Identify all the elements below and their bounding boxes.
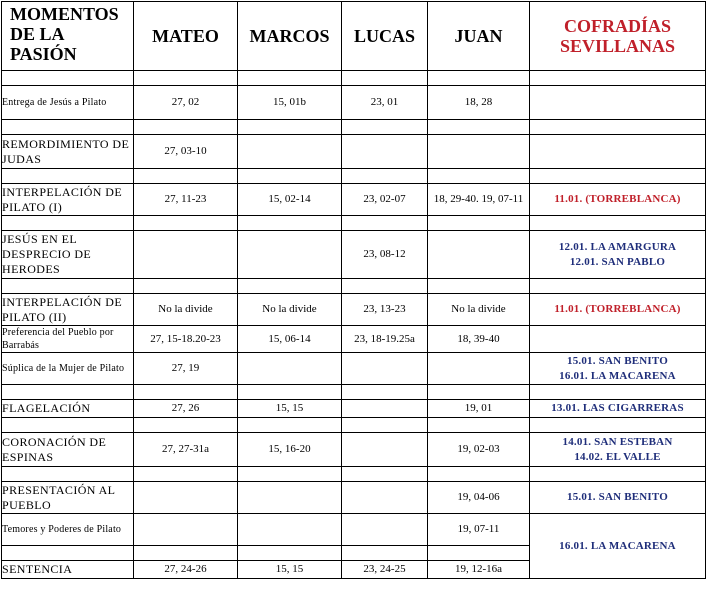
marcos-cell: 15, 02-14 bbox=[238, 184, 342, 216]
spacer-cell bbox=[530, 216, 706, 231]
cofradia-entry: 14.02. EL VALLE bbox=[574, 450, 661, 463]
marcos-cell: 15, 16-20 bbox=[238, 433, 342, 467]
mateo-cell: No la divide bbox=[134, 294, 238, 326]
juan-cell: 19, 07-11 bbox=[428, 514, 530, 546]
momento-cell: INTERPELACIÓN DE PILATO (I) bbox=[2, 184, 134, 216]
marcos-cell bbox=[238, 482, 342, 514]
juan-cell: 19, 04-06 bbox=[428, 482, 530, 514]
spacer-row bbox=[2, 216, 706, 231]
cofradia-entry: 14.01. SAN ESTEBAN bbox=[562, 435, 673, 448]
momento-cell: Temores y Poderes de Pilato bbox=[2, 514, 134, 546]
momento-cell: CORONACIÓN DE ESPINAS bbox=[2, 433, 134, 467]
spacer-cell bbox=[134, 279, 238, 294]
spacer-cell bbox=[134, 71, 238, 86]
lucas-cell: 23, 01 bbox=[342, 86, 428, 120]
spacer-cell bbox=[2, 120, 134, 135]
spacer-cell bbox=[2, 546, 134, 561]
passion-table bbox=[1, 1, 706, 579]
mateo-cell: 27, 02 bbox=[134, 86, 238, 120]
marcos-cell bbox=[238, 135, 342, 169]
spacer-cell bbox=[238, 385, 342, 400]
momento-cell: SENTENCIA bbox=[2, 561, 134, 579]
cofradia-entry: 15.01. SAN BENITO bbox=[567, 491, 668, 503]
lucas-cell bbox=[342, 482, 428, 514]
cofradias-cell bbox=[530, 86, 706, 120]
spacer-cell bbox=[342, 546, 428, 561]
lucas-cell: 23, 08-12 bbox=[342, 231, 428, 279]
momento-cell: Entrega de Jesús a Pilato bbox=[2, 86, 134, 120]
spacer-cell bbox=[238, 546, 342, 561]
table-row bbox=[2, 326, 706, 353]
spacer-cell bbox=[428, 279, 530, 294]
spacer-row bbox=[2, 467, 706, 482]
spacer-cell bbox=[530, 418, 706, 433]
juan-cell: No la divide bbox=[428, 294, 530, 326]
mateo-cell bbox=[134, 482, 238, 514]
cofradias-cell bbox=[530, 400, 706, 418]
lucas-cell bbox=[342, 135, 428, 169]
spacer-cell bbox=[2, 71, 134, 86]
mateo-cell: 27, 19 bbox=[134, 353, 238, 385]
cofradias-cell bbox=[530, 433, 706, 467]
lucas-cell: 23, 24-25 bbox=[342, 561, 428, 579]
mateo-cell: 27, 24-26 bbox=[134, 561, 238, 579]
spacer-cell bbox=[428, 169, 530, 184]
spacer-cell bbox=[2, 418, 134, 433]
header-marcos: MARCOS bbox=[238, 2, 342, 71]
spacer-cell bbox=[342, 385, 428, 400]
juan-cell bbox=[428, 353, 530, 385]
table-row bbox=[2, 433, 706, 467]
juan-cell bbox=[428, 231, 530, 279]
spacer-cell bbox=[530, 385, 706, 400]
juan-cell bbox=[428, 135, 530, 169]
table-row bbox=[2, 482, 706, 514]
marcos-cell: 15, 15 bbox=[238, 561, 342, 579]
momento-cell: FLAGELACIÓN bbox=[2, 400, 134, 418]
header-juan: JUAN bbox=[428, 2, 530, 71]
mateo-cell: 27, 15-18.20-23 bbox=[134, 326, 238, 353]
lucas-cell bbox=[342, 433, 428, 467]
cofradias-cell bbox=[530, 353, 706, 385]
cofradias-cell bbox=[530, 135, 706, 169]
cofradias-cell bbox=[530, 184, 706, 216]
momento-cell: REMORDIMIENTO DE JUDAS bbox=[2, 135, 134, 169]
lucas-cell: 23, 13-23 bbox=[342, 294, 428, 326]
marcos-cell: 15, 01b bbox=[238, 86, 342, 120]
lucas-cell: 23, 18-19.25a bbox=[342, 326, 428, 353]
spacer-row bbox=[2, 71, 706, 86]
spacer-cell bbox=[134, 546, 238, 561]
momento-cell: JESÚS EN EL DESPRECIO DE HERODES bbox=[2, 231, 134, 279]
table-row bbox=[2, 86, 706, 120]
mateo-cell bbox=[134, 514, 238, 546]
cofradias-cell bbox=[530, 294, 706, 326]
mateo-cell: 27, 11-23 bbox=[134, 184, 238, 216]
marcos-cell bbox=[238, 353, 342, 385]
juan-cell: 19, 12-16a bbox=[428, 561, 530, 579]
spacer-cell bbox=[342, 169, 428, 184]
lucas-cell bbox=[342, 353, 428, 385]
spacer-cell bbox=[342, 279, 428, 294]
spacer-cell bbox=[134, 216, 238, 231]
spacer-cell bbox=[238, 71, 342, 86]
cofradias-cell bbox=[530, 231, 706, 279]
cofradias-cell bbox=[530, 482, 706, 514]
juan-cell: 19, 01 bbox=[428, 400, 530, 418]
spacer-row bbox=[2, 120, 706, 135]
table-row bbox=[2, 353, 706, 385]
spacer-row bbox=[2, 169, 706, 184]
cofradia-entry: 12.01. LA AMARGURA bbox=[558, 240, 677, 253]
juan-cell: 19, 02-03 bbox=[428, 433, 530, 467]
spacer-cell bbox=[530, 279, 706, 294]
mateo-cell: 27, 27-31a bbox=[134, 433, 238, 467]
cofradia-entry: 11.01. (TORREBLANCA) bbox=[554, 193, 681, 205]
cofradia-entry: 13.01. LAS CIGARRERAS bbox=[551, 402, 684, 414]
marcos-cell bbox=[238, 231, 342, 279]
marcos-cell: 15, 06-14 bbox=[238, 326, 342, 353]
spacer-cell bbox=[428, 418, 530, 433]
spacer-cell bbox=[238, 120, 342, 135]
marcos-cell bbox=[238, 514, 342, 546]
spacer-cell bbox=[134, 467, 238, 482]
spacer-cell bbox=[342, 120, 428, 135]
lucas-cell: 23, 02-07 bbox=[342, 184, 428, 216]
table-row bbox=[2, 514, 706, 546]
spacer-cell bbox=[428, 120, 530, 135]
spacer-cell bbox=[428, 385, 530, 400]
spacer-row bbox=[2, 385, 706, 400]
spacer-cell bbox=[428, 546, 530, 561]
spacer-cell bbox=[530, 467, 706, 482]
cofradias-cell bbox=[530, 514, 706, 579]
spacer-cell bbox=[238, 279, 342, 294]
lucas-cell bbox=[342, 514, 428, 546]
spacer-cell bbox=[530, 120, 706, 135]
spacer-cell bbox=[428, 71, 530, 86]
spacer-cell bbox=[428, 467, 530, 482]
spacer-cell bbox=[238, 467, 342, 482]
header-lucas: LUCAS bbox=[342, 2, 428, 71]
header-cofradias: COFRADÍAS SEVILLANAS bbox=[530, 2, 706, 71]
spacer-cell bbox=[2, 385, 134, 400]
table-row bbox=[2, 294, 706, 326]
mateo-cell: 27, 03-10 bbox=[134, 135, 238, 169]
marcos-cell: No la divide bbox=[238, 294, 342, 326]
spacer-cell bbox=[2, 467, 134, 482]
spacer-cell bbox=[134, 120, 238, 135]
mateo-cell bbox=[134, 231, 238, 279]
spacer-cell bbox=[238, 216, 342, 231]
spacer-cell bbox=[342, 71, 428, 86]
header-row bbox=[2, 2, 706, 71]
lucas-cell bbox=[342, 400, 428, 418]
table-row bbox=[2, 231, 706, 279]
spacer-cell bbox=[2, 216, 134, 231]
cofradias-cell bbox=[530, 326, 706, 353]
header-momentos: MOMENTOS DE LA PASIÓN bbox=[2, 2, 134, 71]
spacer-row bbox=[2, 418, 706, 433]
spacer-cell bbox=[342, 418, 428, 433]
spacer-cell bbox=[238, 169, 342, 184]
momento-cell: Preferencia del Pueblo por Barrabás bbox=[2, 326, 134, 353]
spacer-cell bbox=[2, 279, 134, 294]
cofradia-entry: 12.01. SAN PABLO bbox=[569, 255, 666, 268]
spacer-cell bbox=[342, 216, 428, 231]
cofradia-entry: 11.01. (TORREBLANCA) bbox=[554, 303, 681, 315]
juan-cell: 18, 29-40. 19, 07-11 bbox=[428, 184, 530, 216]
spacer-cell bbox=[530, 71, 706, 86]
header-mateo: MATEO bbox=[134, 2, 238, 71]
cofradia-entry: 15.01. SAN BENITO bbox=[567, 354, 668, 367]
spacer-cell bbox=[134, 418, 238, 433]
spacer-cell bbox=[428, 216, 530, 231]
spacer-row bbox=[2, 279, 706, 294]
momento-cell: PRESENTACIÓN AL PUEBLO bbox=[2, 482, 134, 514]
juan-cell: 18, 39-40 bbox=[428, 326, 530, 353]
spacer-cell bbox=[342, 467, 428, 482]
spacer-cell bbox=[2, 169, 134, 184]
juan-cell: 18, 28 bbox=[428, 86, 530, 120]
momento-cell: INTERPELACIÓN DE PILATO (II) bbox=[2, 294, 134, 326]
cofradia-entry: 16.01. LA MACARENA bbox=[559, 369, 676, 382]
table-row bbox=[2, 184, 706, 216]
momento-cell: Súplica de la Mujer de Pilato bbox=[2, 353, 134, 385]
spacer-cell bbox=[134, 385, 238, 400]
spacer-cell bbox=[530, 169, 706, 184]
mateo-cell: 27, 26 bbox=[134, 400, 238, 418]
table-row bbox=[2, 135, 706, 169]
table-row bbox=[2, 400, 706, 418]
spacer-cell bbox=[238, 418, 342, 433]
cofradia-entry: 16.01. LA MACARENA bbox=[559, 539, 676, 552]
marcos-cell: 15, 15 bbox=[238, 400, 342, 418]
spacer-cell bbox=[134, 169, 238, 184]
